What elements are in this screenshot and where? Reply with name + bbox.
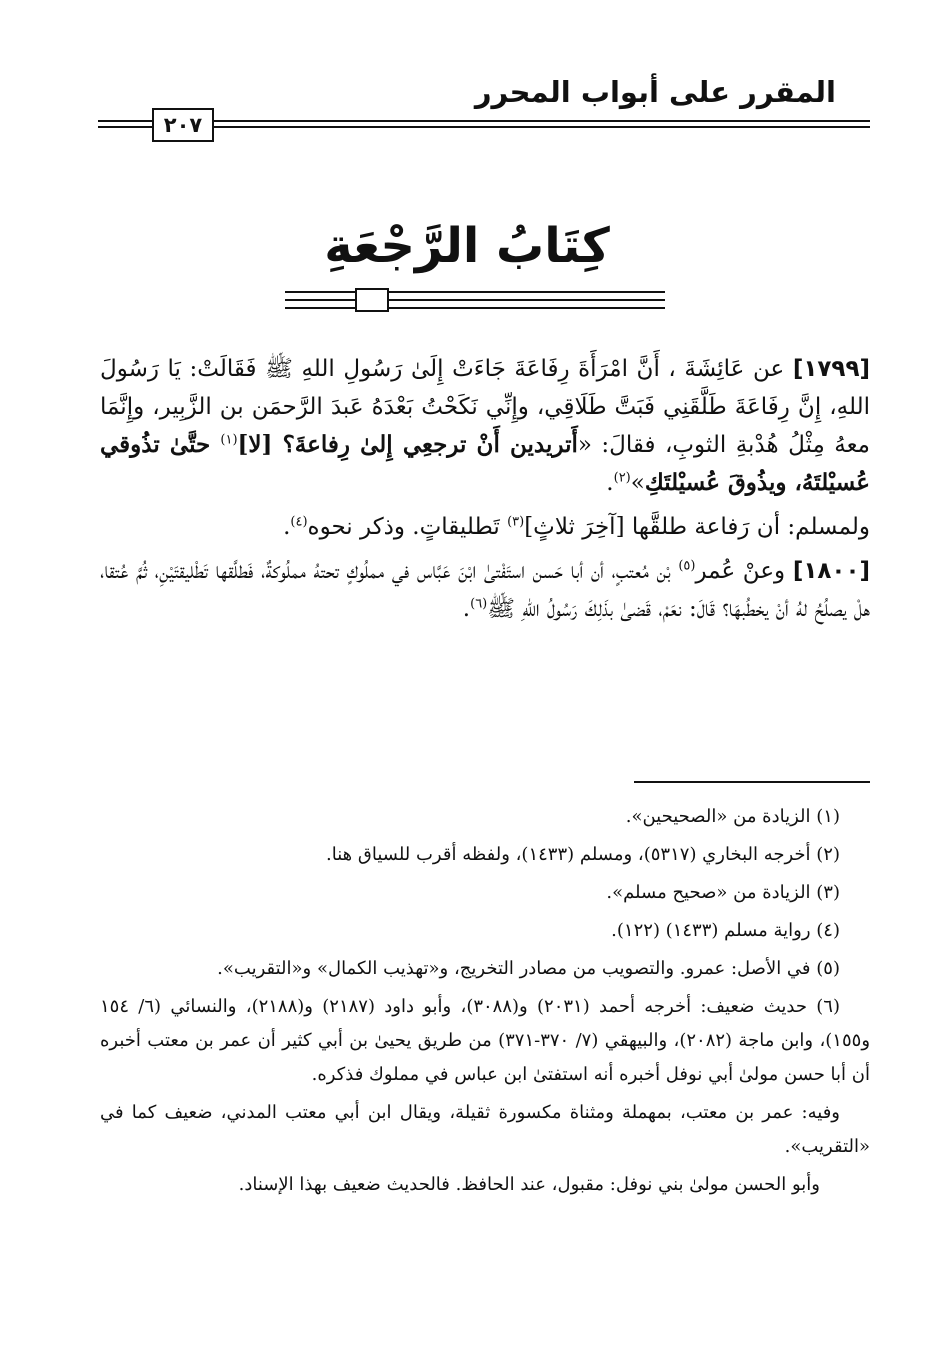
hadith-number: [١٧٩٩] (792, 356, 871, 382)
page-number: ٢٠٧ (152, 108, 214, 142)
hadith-text: وعنْ عُمر (695, 558, 786, 584)
footnote-ref[interactable]: (٢) (613, 470, 631, 486)
footnote-ref[interactable]: (٦) (470, 596, 488, 612)
footnotes (100, 800, 870, 1206)
ornament-box (355, 288, 389, 312)
footnote-4: (٤) رواية مسلم (١٤٣٣) (١٢٢). (611, 920, 840, 941)
hadith-text: بْن مُعتبٍ، أن أبا حَسن استَفْتىٰ ابْنَ عَبَّاس في مملُوكٍ تحتهُ مملُوكةٌ، فَطلَّقها تَطْليقتَيْنِ، ثُمَّ عُتقا، هلْ يصلُحُ لهُ أنْ يخطُبهَا؟ قَالَ: نعَمْ، قَضىٰ بذَلِكَ رَسُولُ اللهِ ﷺ (100, 558, 870, 622)
running-title: المقرر على أبواب المحرر (474, 75, 836, 109)
ornament-line (285, 291, 665, 293)
hadith-number: [١٨٠٠] (792, 558, 870, 584)
footnote-2: (٢) أخرجه البخاري (٥٣١٧)، ومسلم (١٤٣٣)، ولفظه أقرب للسياق هنا. (326, 844, 840, 865)
footnote-1: (١) الزيادة من «الصحيحين». (625, 806, 840, 827)
chapter-title: كِتَابُ الرَّجْعَةِ (324, 218, 610, 274)
hadith-text: عن عَائِشَةَ ، أَنَّ امْرَأَةَ رِفَاعَةَ جَاءَتْ إِلَىٰ رَسُولِ اللهِ ﷺ فَقَالَتْ: يَا رَسُولَ اللهِ، إِنَّ رِفَاعَةَ طَلَّقَنِي فَبَتَّ طَلَاقِي، وإِنِّي نَكَحْتُ بَعْدَهُ عَبدَ الرَّحمَن بن الزَّبِير، وإِنَّمَا معهُ مِثْلُ هُدْبةِ الثوبِ، فقالَ: « (100, 356, 870, 458)
footnote-ref[interactable]: (٣) (507, 514, 525, 530)
period: . (283, 514, 291, 540)
variant-text: ولمسلم: أن رَفاعة طلقَّها [آخِرَ ثلاثٍ] (524, 514, 870, 540)
title-ornament (285, 287, 665, 313)
variant-text: تَطليقاتٍ. وذكر نحوه (307, 514, 508, 540)
hadith-quote: أَتريدين أَنْ ترجعِي إِلىٰ رِفاعةَ؟ [لا] (237, 431, 578, 458)
footnote-6-continued: وفيه: عمر بن معتب، بمهملة ومثناة مكسورة ثقيلة، ويقال ابن أبي معتب المدني، ضعيف كما في «التقريب». (100, 1102, 870, 1157)
ornament-line (285, 299, 665, 301)
footnote-ref[interactable]: (١) (220, 432, 238, 448)
ornament-line (285, 307, 665, 309)
hadith-1799 (100, 350, 870, 502)
period: . (462, 596, 471, 622)
footnote-6: (٦) حديث ضعيف: أخرجه أحمد (٢٠٣١) و(٣٠٨٨)، وأبو داود (٢١٨٧) و(٢١٨٨)، والنسائي (٦/ ١٥٤ و١٥٥)، وابن ماجة (٢٠٨٢)، والبيهقي (٧/ ٣٧٠-٣٧١) من طريق يحيىٰ بن أبي كثير أن عمر بن معتب أخبره أن أبا حسن مولىٰ أبي نوفل أخبره أنه استفتىٰ ابن عباس في مملوك فذكره. (100, 996, 871, 1085)
footnote-5: (٥) في الأصل: عمرو. والتصويب من مصادر التخريج، و«تهذيب الكمال» و«التقريب». (217, 958, 840, 979)
period: . (606, 470, 614, 496)
muslim-variant (100, 508, 870, 546)
hadith-quote: حتَّىٰ تذُوقي عُسيْلتَهُ، ويذُوقَ عُسيْلتَكِ (100, 431, 870, 496)
main-text (100, 350, 870, 634)
footnote-separator (634, 781, 870, 783)
quote-close: » (630, 470, 645, 496)
footnote-6-continued: وأبو الحسن مولىٰ بني نوفل: مقبول، عند الحافظ. فالحديث ضعيف بهذا الإسناد. (238, 1174, 820, 1195)
footnote-ref[interactable]: (٤) (290, 514, 308, 530)
footnote-3: (٣) الزيادة من «صحيح مسلم». (606, 882, 840, 903)
footnote-ref[interactable]: (٥) (678, 558, 696, 574)
hadith-1800 (100, 552, 870, 628)
